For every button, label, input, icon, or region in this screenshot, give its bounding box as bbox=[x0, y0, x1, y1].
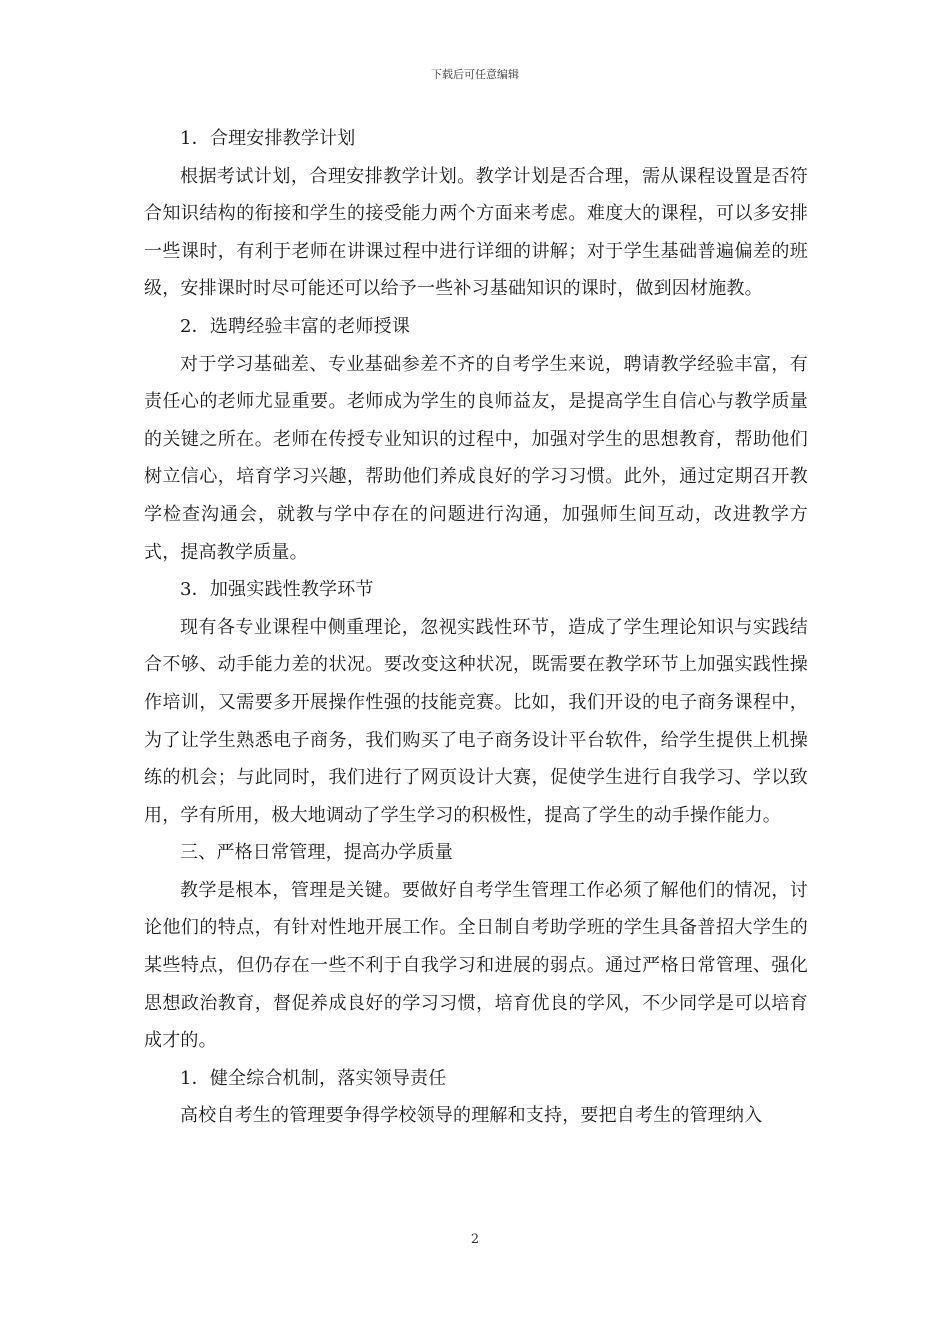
page-number: 2 bbox=[470, 1232, 480, 1247]
heading-1-schedule: 1．合理安排教学计划 bbox=[180, 128, 356, 149]
paragraph: 现有各专业课程中侧重理论，忽视实践性环节，造成了学生理论知识与实践结合不够、动手能力差的状况。要改变这种状况，既需要在教学环节上加强实践性操作培训，又需要多开展操作性强的技能竞赛。比如，我们开设的电子商务课程中，为了让学生熟悉电子商务，我们购买了电子商务设计平台软件，给学生提供上机操练的机会；与此同时，我们进行了网页设计大赛，促使学生进行自我学习、学以致用，学有所用，极大地调动了学生学习的积极性，提高了学生的动手操作能力。 bbox=[144, 616, 808, 826]
section-heading-three: 三、严格日常管理，提高办学质量 bbox=[180, 842, 453, 864]
heading-3-practice: 3．加强实践性教学环节 bbox=[180, 579, 374, 601]
document-body bbox=[144, 120, 808, 1135]
paragraph: 对于学习基础差、专业基础参差不齐的自考学生来说，聘请教学经验丰富，有责任心的老师尤显重要。老师成为学生的良师益友，是提高学生自信心与教学质量的关键之所在。老师在传授专业知识的过程中，加强对学生的思想教育，帮助他们树立信心，培育学习兴趣，帮助他们养成良好的学习习惯。此外，通过定期召开教学检查沟通会，就教与学中存在的问题进行沟通，加强师生间互动，改进教学方式，提高教学质量。 bbox=[144, 353, 808, 563]
heading-2-teachers: 2．选聘经验丰富的老师授课 bbox=[180, 315, 411, 337]
paragraph: 高校自考生的管理要争得学校领导的理解和支持，要把自考生的管理纳入 bbox=[180, 1105, 763, 1127]
heading-1-mechanism: 1．健全综合机制，落实领导责任 bbox=[180, 1067, 447, 1089]
paragraph: 教学是根本，管理是关键。要做好自考学生管理工作必须了解他们的情况，讨论他们的特点，有针对性地开展工作。全日制自考助学班的学生具备普招大学生的某些特点，但仍存在一些不利于自我学习和进展的弱点。通过严格日常管理、强化思想政治教育，督促养成良好的学习习惯，培育优良的学风，不少同学是可以培育成才的。 bbox=[144, 879, 808, 1052]
paragraph: 根据考试计划，合理安排教学计划。教学计划是否合理，需从课程设置是否符合知识结构的衔接和学生的接受能力两个方面来考虑。难度大的课程，可以多安排一些课时，有利于老师在讲课过程中进行详细的讲解；对于学生基础普遍偏差的班级，安排课时时尽可能还可以给予一些补习基础知识的课时，做到因材施教。 bbox=[144, 165, 808, 300]
header-note: 下载后可任意编辑 bbox=[431, 68, 519, 81]
